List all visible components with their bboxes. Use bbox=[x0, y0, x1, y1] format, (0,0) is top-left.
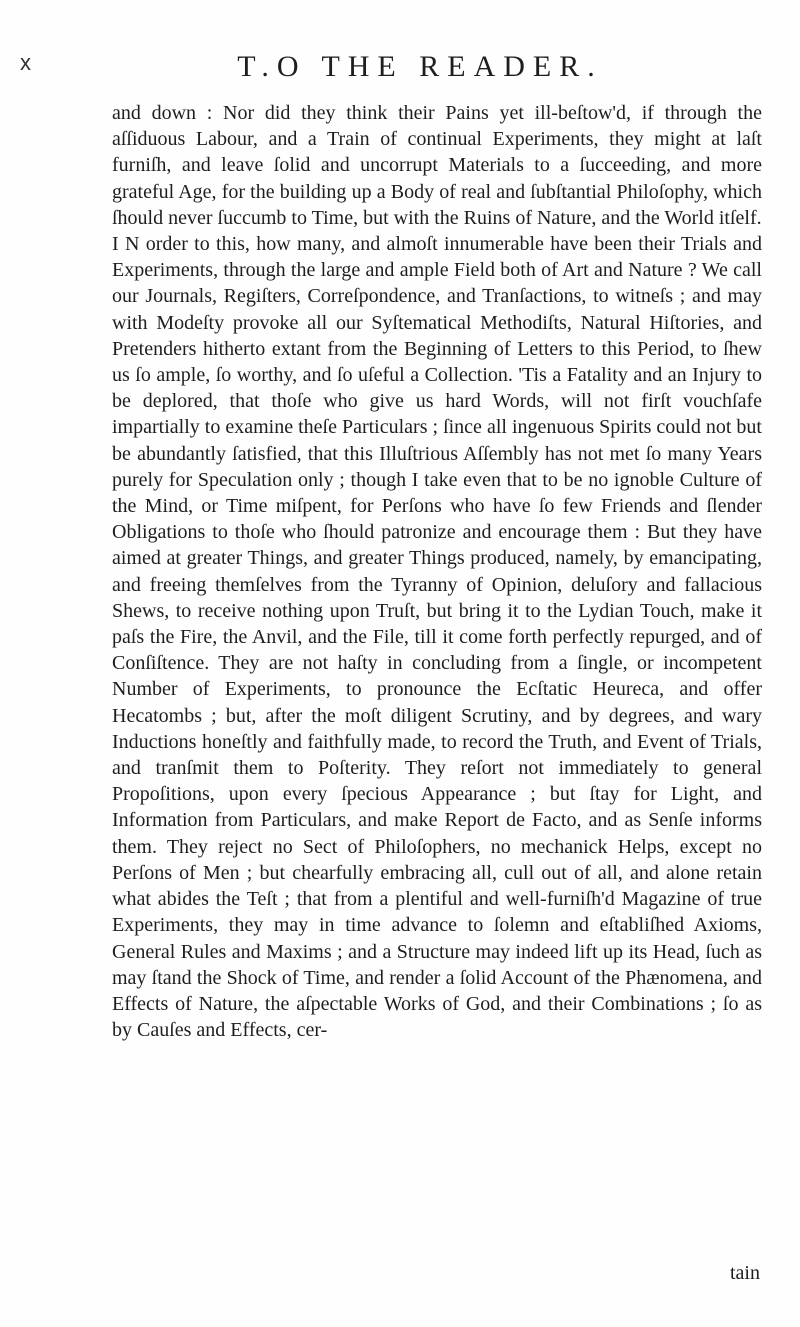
catchword: tain bbox=[730, 1262, 760, 1284]
margin-mark: x bbox=[20, 50, 31, 75]
paragraph: I N order to this, how many, and almoſt innumerable have been their Trials and Experiments, through the large and ample Field both of Art and Nature ? We call our Journals, Regiſters, Correſpondence, and Tranſactions, to witneſs ; and may with Modeſty provoke all our Syſtematical Methodiſts, Natural Hiſtories, and Pretenders hitherto extant from the Beginning of Letters to this Period, to ſhew us ſo ample, ſo worthy, and ſo uſeful a Collection. 'Tis a Fatality and an Injury to be deplored, that thoſe who give us hard Words, will not firſt vouchſafe impartially to examine theſe Particulars ; ſince all ingenuous Spirits could not but be abundantly ſatisfied, that this Illuſtrious Aſſembly has not met ſo many Years purely for Speculation only ; though I take even that to be no ignoble Culture of the Mind, or Time miſpent, for Perſons who have ſo few Friends and ſlender Obligations to thoſe who ſhould patronize and encourage them : But they have aimed at greater Things, and greater Things produced, namely, by emancipating, and freeing themſelves from the Tyranny of Opinion, deluſory and fallacious Shews, to receive nothing upon Truſt, but bring it to the Lydian Touch, make it paſs the Fire, the Anvil, and the File, till it come forth perfectly repurged, and of Conſiſtence. They are not haſty in concluding from a ſingle, or incompetent Number of Experiments, to pronounce the Ecſtatic Heureca, and offer Hecatombs ; but, after the moſt diligent Scrutiny, and by degrees, and wary Inductions honeſtly and faithfully made, to record the Truth, and Event of Trials, and tranſmit them to Poſterity. They reſort not immediately to general Propoſitions, upon every ſpecious Appearance ; but ſtay for Light, and Information from Particulars, and make Report de Facto, and as Senſe informs them. They reject no Sect of Philoſophers, no mechanick Helps, except no Perſons of Men ; but chearfully embracing all, cull out of all, and alone retain what abides the Teſt ; that from a plentiful and well-furniſh'd Magazine of true Experiments, they may in time advance to ſolemn and eſtabliſhed Axioms, General Rules and Maxims ; and a Structure may indeed lift up its Head, ſuch as may ſtand the Shock of Time, and render a ſolid Account of the Phænomena, and Effects of Nature, the aſpectable Works of God, and their Combinations ; ſo as by Cauſes and Effects, cer- bbox=[112, 233, 762, 1042]
paragraph: and down : Nor did they think their Pains yet ill-beſtow'd, if through the aſſiduous Labour, and a Train of continual Experiments, they might at laſt furniſh, and leave ſolid and uncorrupt Materials to a ſucceeding, and more grateful Age, for the building up a Body of real and ſubſtantial Philoſophy, which ſhould never ſuccumb to Time, but with the Ruins of Nature, and the World itſelf. bbox=[112, 102, 762, 229]
body-text bbox=[112, 100, 762, 1043]
running-head: T.O THE READER. bbox=[237, 50, 603, 83]
